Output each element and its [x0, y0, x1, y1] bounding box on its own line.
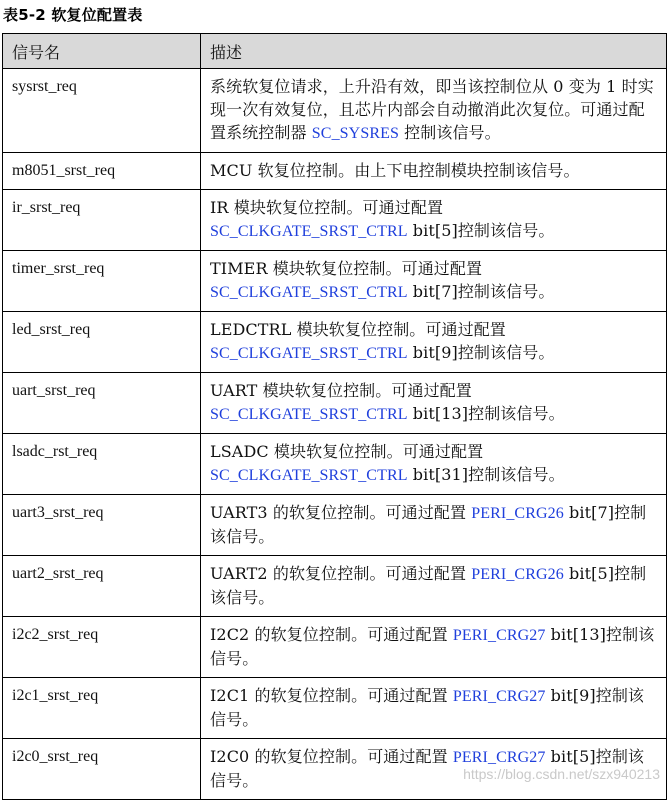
table-row [3, 434, 667, 495]
table-row [3, 69, 667, 153]
signal-description [201, 69, 667, 153]
table-row [3, 556, 667, 617]
description-tail: bit[7]控制该信号。 [407, 282, 555, 301]
register-link[interactable]: SC_SYSRES [311, 125, 399, 142]
signal-description [201, 373, 667, 434]
register-link[interactable]: PERI_CRG27 [452, 688, 546, 705]
signal-name: uart2_srst_req [3, 556, 201, 617]
watermark-url: https://blog.csdn.net/szx940213 [463, 766, 660, 782]
signal-name: timer_srst_req [3, 251, 201, 312]
description-text: LSADC 模块软复位控制。可通过配置 [210, 442, 484, 461]
signal-description [201, 434, 667, 495]
signal-description [201, 556, 667, 617]
signal-name: m8051_srst_req [3, 153, 201, 190]
signal-name: led_srst_req [3, 312, 201, 373]
register-link[interactable]: SC_CLKGATE_SRST_CTRL [210, 467, 408, 484]
description-text: I2C2 的软复位控制。可通过配置 [210, 625, 453, 644]
table-row [3, 251, 667, 312]
description-tail: bit[13]控制该信号。 [210, 625, 655, 668]
signal-name: i2c1_srst_req [3, 678, 201, 739]
description-text: MCU 软复位控制。由上下电控制模块控制该信号。 [210, 161, 580, 180]
table-header-row [3, 34, 667, 69]
description-tail: bit[5]控制该信号。 [210, 564, 647, 607]
signal-name: uart_srst_req [3, 373, 201, 434]
description-tail: bit[9]控制该信号。 [210, 686, 645, 729]
register-link[interactable]: SC_CLKGATE_SRST_CTRL [210, 284, 408, 301]
description-tail: bit[9]控制该信号。 [407, 343, 555, 362]
signal-description [201, 251, 667, 312]
description-text: I2C0 的软复位控制。可通过配置 [210, 747, 453, 766]
description-tail: 控制该信号。 [398, 123, 501, 142]
table-caption: 表5-2 软复位配置表 [3, 6, 143, 24]
description-text: 系统软复位请求，上升沿有效，即当该控制位从 0 变为 1 时实现一次有效复位，且芯片内部会自动撤消此次复位。可通过配置系统控制器 [210, 77, 654, 142]
register-link[interactable]: PERI_CRG27 [452, 749, 546, 766]
signal-name: lsadc_rst_req [3, 434, 201, 495]
description-tail: bit[7]控制该信号。 [210, 503, 647, 546]
signal-name: sysrst_req [3, 69, 201, 153]
description-text: LEDCTRL 模块软复位控制。可通过配置 [210, 320, 506, 339]
signal-name: ir_srst_req [3, 190, 201, 251]
description-text: UART3 的软复位控制。可通过配置 [210, 503, 472, 522]
signal-name: i2c0_srst_req [3, 739, 201, 800]
description-tail: bit[31]控制该信号。 [407, 465, 565, 484]
table-row [3, 312, 667, 373]
table-row [3, 153, 667, 190]
signal-description [201, 678, 667, 739]
description-text: TIMER 模块软复位控制。可通过配置 [210, 259, 483, 278]
header-signal-name: 信号名 [3, 34, 201, 69]
signal-name: i2c2_srst_req [3, 617, 201, 678]
table-row [3, 495, 667, 556]
soft-reset-table [2, 33, 667, 800]
table-row [3, 617, 667, 678]
header-description: 描述 [201, 34, 667, 69]
description-text: I2C1 的软复位控制。可通过配置 [210, 686, 453, 705]
signal-name: uart3_srst_req [3, 495, 201, 556]
description-text: IR 模块软复位控制。可通过配置 [210, 198, 444, 217]
register-link[interactable]: SC_CLKGATE_SRST_CTRL [210, 406, 408, 423]
table-row [3, 678, 667, 739]
register-link[interactable]: PERI_CRG26 [471, 505, 564, 522]
description-text: UART 模块软复位控制。可通过配置 [210, 381, 472, 400]
register-link[interactable]: PERI_CRG26 [471, 566, 564, 583]
description-tail: bit[13]控制该信号。 [407, 404, 565, 423]
register-link[interactable]: SC_CLKGATE_SRST_CTRL [210, 345, 408, 362]
signal-description [201, 312, 667, 373]
signal-description [201, 617, 667, 678]
register-link[interactable]: PERI_CRG27 [452, 627, 546, 644]
table-row [3, 373, 667, 434]
description-tail: bit[5]控制该信号。 [210, 747, 645, 790]
signal-description [201, 190, 667, 251]
description-text: UART2 的软复位控制。可通过配置 [210, 564, 472, 583]
signal-description [201, 495, 667, 556]
description-tail: bit[5]控制该信号。 [407, 221, 555, 240]
register-link[interactable]: SC_CLKGATE_SRST_CTRL [210, 223, 408, 240]
table-row [3, 190, 667, 251]
signal-description [201, 153, 667, 190]
